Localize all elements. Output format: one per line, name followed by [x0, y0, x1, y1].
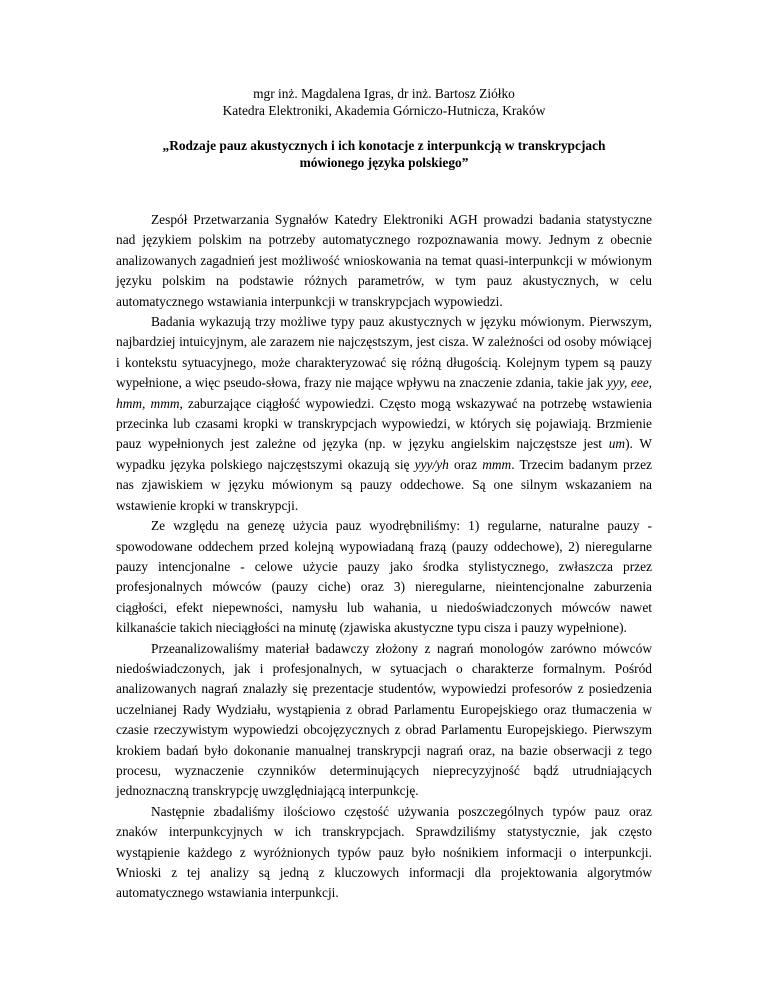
- paragraph-5: Następnie zbadaliśmy ilościowo częstość używania poszczególnych typów pauz oraz znaków interpunkcyjnych w ich transkrypcjach. Sprawdziliśmy statystycznie, jak często wystąpienie każdego z wyróżnionych typów pauz było nośnikiem informacji o interpunkcji. Wnioski z tej analizy są jedną z kluczowych informacji dla projektowania algorytmów automatycznego wstawiania interpunkcji.: [116, 803, 652, 901]
- paragraph-2-em-d: mmm: [482, 456, 512, 472]
- paper-title-line-2: mówionego języka polskiego”: [299, 154, 469, 170]
- paragraph-2-em-c: yyy/yh: [414, 456, 449, 472]
- affiliation-line: Katedra Elektroniki, Akademia Górniczo-Hutnicza, Kraków: [222, 102, 546, 118]
- paragraph-2: [116, 312, 652, 516]
- paragraph-2-text-c: ). W wypadku języka polskiego najczęstszymi okazują się: [116, 436, 652, 472]
- document-page: [116, 86, 652, 904]
- paragraph-3: Ze względu na genezę użycia pauz wyodrębniliśmy: 1) regularne, naturalne pauzy - spowodowane oddechem przed kolejną wypowiadaną frazą (pauzy oddechowe), 2) nieregularne pauzy intencjonalne - celowe użycie pauzy jako środka stylistycznego, zwłaszcza przez profesjonalnych mówców (pauzy ciche) oraz 3) nieregularne, nieintencjonalne zaburzenia ciągłości, efekt niepewności, namysłu lub wahania, u niedoświadczonych mówców nawet kilkanaście takich nieciągłości na minutę (zjawiska akustyczne typu cisza i pauzy wypełnione).: [116, 518, 652, 636]
- paragraph-2-text-d: oraz: [448, 456, 483, 472]
- paragraph-2-text-a: Badania wykazują trzy możliwe typy pauz akustycznych w języku mówionym. Pierwszym, najbardziej intuicyjnym, ale zarazem nie najczęstszym, jest cisza. W zależności od osoby mówiącej i kontekstu sytuacyjnego, może charakteryzować się różną długością. Kolejnym typem są pauzy wypełnione, a więc pseudo-słowa, frazy nie mające wpływu na znaczenie zdania, takie jak: [116, 314, 652, 391]
- authors-line: mgr inż. Magdalena Igras, dr inż. Bartosz Ziółko: [253, 86, 515, 101]
- paragraph-1: Zespół Przetwarzania Sygnałów Katedry Elektroniki AGH prowadzi badania statystyczne nad językiem polskim na potrzeby automatycznego rozpoznawania mowy. Jednym z obecnie analizowanych zagadnień jest możliwość wnioskowania na temat quasi-interpunkcji w mówionym języku polskim na podstawie różnych parametrów, w tym pauz akustycznych, w celu automatycznego wstawiania interpunkcji w transkrypcjach wypowiedzi.: [116, 212, 652, 309]
- paper-title: [116, 138, 652, 171]
- document-body: [116, 210, 652, 904]
- paragraph-4: Przeanalizowaliśmy materiał badawczy złożony z nagrań monologów zarówno mówców niedoświadczonych, jak i profesjonalnych, w sytuacjach o charakterze formalnym. Pośród analizowanych nagrań znalazły się prezentacje studentów, wypowiedzi profesorów z posiedzenia uczelnianej Rady Wydziału, wystąpienia z obrad Parlamentu Europejskiego oraz tłumaczenia w czasie rzeczywistym wypowiedzi obcojęzycznych z obrad Parlamentu Europejskiego. Pierwszym krokiem badań było dokonanie manualnej transkrypcji nagrań oraz, na bazie obserwacji z tego procesu, wyznaczenie czynników determinujących nieprecyzyjność bądź utrudniających jednoznaczną transkrypcję uwzględniającą interpunkcję.: [116, 640, 652, 799]
- paragraph-2-text-e: . Trzecim badanym przez nas zjawiskiem w języku mówionym są pauzy oddechowe. Są one silnym wskazaniem na wstawienie kropki w transkrypcji.: [116, 456, 652, 513]
- paragraph-2-em-b: um: [608, 436, 626, 452]
- paper-title-line-1: „Rodzaje pauz akustycznych i ich konotacje z interpunkcją w transkrypcjach: [162, 138, 606, 153]
- paragraph-2-text-b: , zaburzające ciągłość wypowiedzi. Często mogą wskazywać na potrzebę wstawienia przecinka lub czasami kropki w transkrypcjach wypowiedzi, w których się pojawiają. Brzmienie pauz wypełnionych jest zależne od języka (np. w języku angielskim najczęstsze jest: [116, 395, 652, 452]
- paragraph-2-em-a: yyy, eee, hmm, mmm: [116, 375, 653, 411]
